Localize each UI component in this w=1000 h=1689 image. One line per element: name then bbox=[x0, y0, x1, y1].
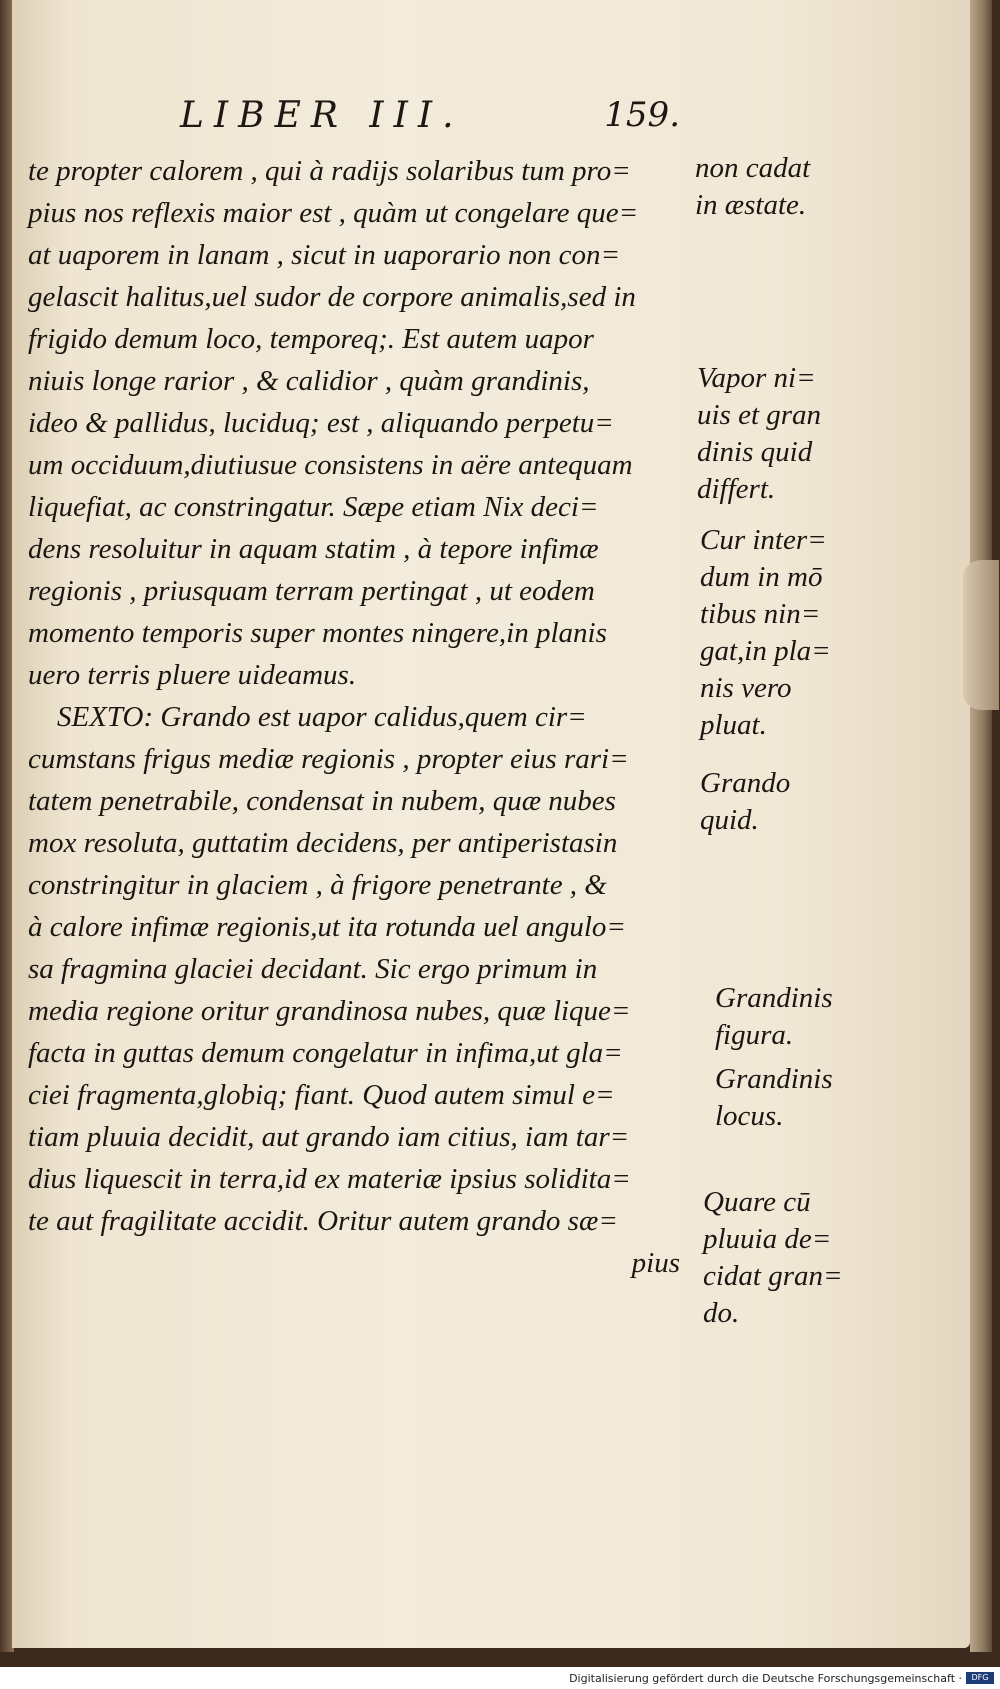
margin-note-line: differt. bbox=[697, 473, 776, 505]
margin-note-line: do. bbox=[703, 1297, 740, 1329]
text-line: sa fragmina glaciei decidant. Sic ergo primum in bbox=[28, 953, 598, 985]
text-line: dius liquescit in terra,id ex materiæ ipsius solidita= bbox=[28, 1163, 631, 1195]
margin-note-line: tibus nin= bbox=[700, 598, 821, 630]
text-line: regionis , priusquam terram pertingat , ut eodem bbox=[28, 575, 595, 607]
text-line: SEXTO: Grando est uapor calidus,quem cir= bbox=[28, 701, 587, 733]
text-line: ciei fragmenta,globiq; fiant. Quod autem simul e= bbox=[28, 1079, 615, 1111]
margin-note bbox=[715, 1061, 833, 1135]
margin-note-line: Grandinis bbox=[715, 982, 833, 1014]
margin-note bbox=[697, 360, 821, 508]
text-line: facta in guttas demum congelatur in infima,ut gla= bbox=[28, 1037, 623, 1069]
margin-note-line: Grandinis bbox=[715, 1063, 833, 1095]
margin-note-line: dinis quid bbox=[697, 436, 813, 468]
margin-note-line: uis et gran bbox=[697, 399, 822, 431]
text-line: niuis longe rarior , & calidior , quàm grandinis, bbox=[28, 365, 590, 397]
text-line: media regione oritur grandinosa nubes, quæ lique= bbox=[28, 995, 631, 1027]
margin-note-line: quid. bbox=[700, 804, 759, 836]
margin-note bbox=[703, 1184, 843, 1332]
margin-note-line: cidat gran= bbox=[703, 1260, 843, 1292]
margin-note bbox=[700, 522, 831, 744]
text-line: um occiduum,diutiusue consistens in aëre antequam bbox=[28, 449, 633, 481]
running-head-title: LIBER III. bbox=[180, 95, 464, 136]
margin-note-line: gat,in pla= bbox=[700, 635, 831, 667]
text-line: momento temporis super montes ningere,in planis bbox=[28, 617, 607, 649]
margin-note-line: in æstate. bbox=[695, 189, 807, 221]
dfg-logo: DFG bbox=[966, 1672, 994, 1684]
margin-note-line: Quare cū bbox=[703, 1186, 811, 1218]
text-line: cumstans frigus mediæ regionis , propter eius rari= bbox=[28, 743, 629, 775]
margin-note-line: figura. bbox=[715, 1019, 794, 1051]
text-line: constringitur in glaciem , à frigore penetrante , & bbox=[28, 869, 607, 901]
margin-note bbox=[695, 150, 810, 224]
margin-note-line: non cadat bbox=[695, 152, 811, 184]
running-head bbox=[180, 95, 680, 145]
text-line: mox resoluta, guttatim decidens, per antiperistasin bbox=[28, 827, 618, 859]
text-line: tatem penetrabile, condensat in nubem, quæ nubes bbox=[28, 785, 616, 817]
text-line: dens resoluitur in aquam statim , à tepore infimæ bbox=[28, 533, 599, 565]
margin-note bbox=[715, 980, 833, 1054]
text-line: te aut fragilitate accidit. Oritur autem grando sæ= bbox=[28, 1205, 618, 1237]
margin-note-line: locus. bbox=[715, 1100, 784, 1132]
margin-note-line: pluat. bbox=[700, 709, 767, 741]
margin-note-line: nis vero bbox=[700, 672, 792, 704]
text-line: gelascit halitus,uel sudor de corpore animalis,sed in bbox=[28, 281, 636, 313]
text-line: pius nos reflexis maior est , quàm ut congelare que= bbox=[28, 197, 639, 229]
margin-note-line: Grando bbox=[700, 767, 791, 799]
text-line: at uaporem in lanam , sicut in uaporario non con= bbox=[28, 239, 621, 271]
page-number: 159. bbox=[604, 95, 680, 135]
text-line: uero terris pluere uideamus. bbox=[28, 659, 357, 691]
margin-note-line: Vapor ni= bbox=[697, 362, 816, 394]
margin-note-line: Cur inter= bbox=[700, 524, 827, 556]
margin-note bbox=[700, 765, 790, 839]
text-line: liquefiat, ac constringatur. Sæpe etiam Nix deci= bbox=[28, 491, 599, 523]
page-edge-fold bbox=[963, 560, 999, 710]
catchword: pius bbox=[631, 1247, 680, 1279]
text-line: frigido demum loco, temporeq;. Est autem uapor bbox=[28, 323, 594, 355]
text-line: ideo & pallidus, luciduq; est , aliquando perpetu= bbox=[28, 407, 614, 439]
main-text-block bbox=[28, 150, 688, 1284]
text-line: tiam pluuia decidit, aut grando iam citius, iam tar= bbox=[28, 1121, 630, 1153]
margin-note-line: pluuia de= bbox=[703, 1223, 832, 1255]
text-line: te propter calorem , qui à radijs solaribus tum pro= bbox=[28, 155, 631, 187]
page-fore-edge bbox=[970, 0, 992, 1652]
margin-note-line: dum in mō bbox=[700, 561, 823, 593]
footer-credit: Digitalisierung gefördert durch die Deutsche Forschungsgemeinschaft · bbox=[569, 1672, 962, 1685]
text-line: à calore infimæ regionis,ut ita rotunda uel angulo= bbox=[28, 911, 626, 943]
